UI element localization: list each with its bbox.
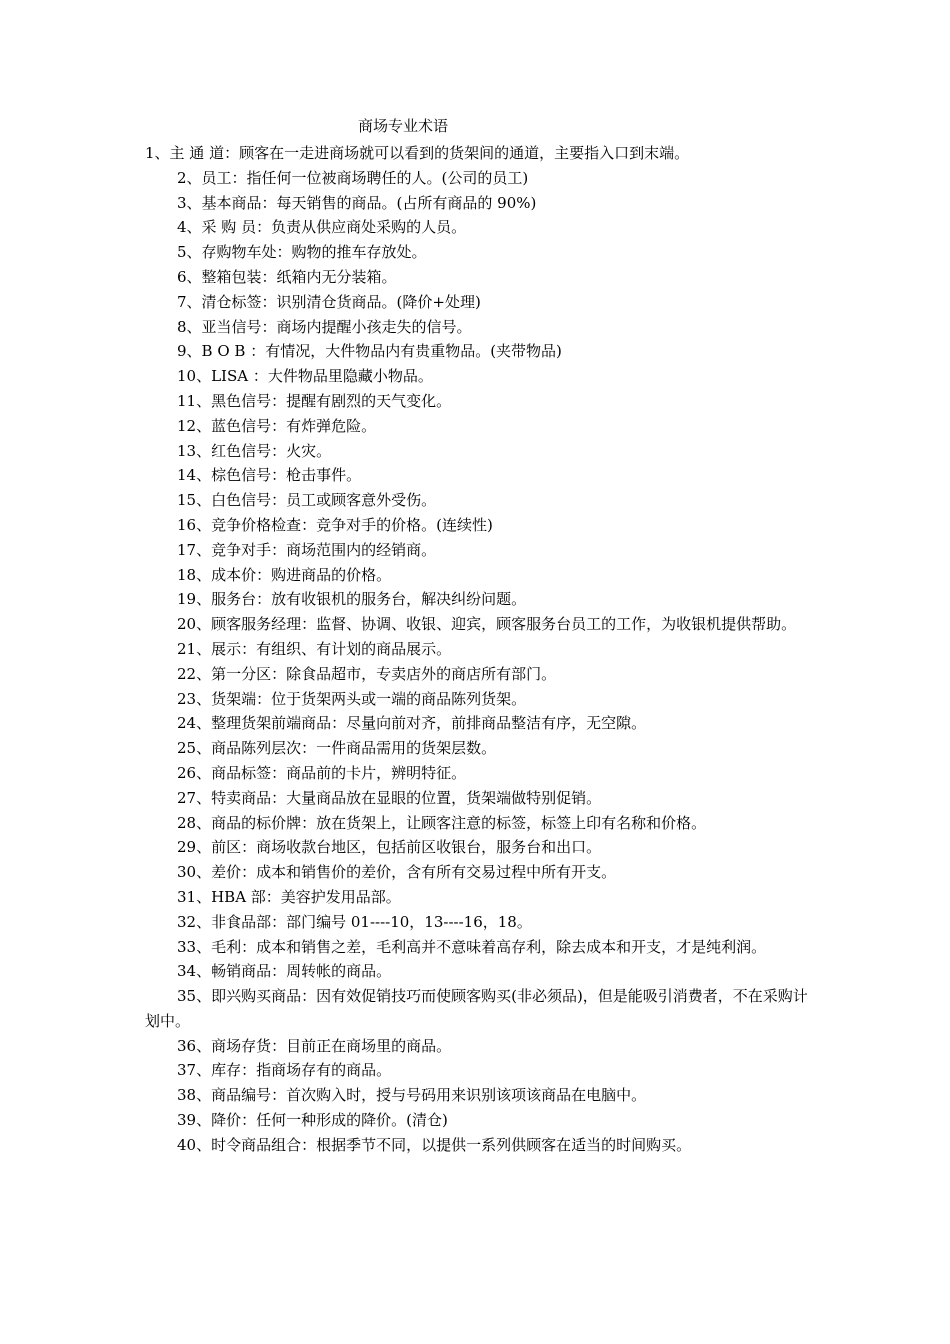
term-item: 21、展示：有组织、有计划的商品展示。 [177, 639, 452, 658]
term-item: 20、顾客服务经理：监督、协调、收银、迎宾，顾客服务台员工的工作，为收银机提供帮助。 [177, 615, 797, 634]
term-item: 30、差价：成本和销售价的差价，含有所有交易过程中所有开支。 [177, 863, 617, 882]
term-item: 27、特卖商品：大量商品放在显眼的位置，货架端做特别促销。 [177, 788, 602, 807]
term-item: 8、亚当信号：商场内提醒小孩走失的信号。 [177, 317, 472, 336]
term-item: 31、HBA 部：美容护发用品部。 [177, 887, 401, 906]
term-item: 12、蓝色信号：有炸弹危险。 [177, 416, 377, 435]
term-item: 6、整箱包装：纸箱内无分装箱。 [177, 267, 397, 286]
term-item: 29、前区：商场收款台地区，包括前区收银台，服务台和出口。 [177, 838, 602, 857]
term-item: 16、竞争价格检查：竞争对手的价格。(连续性) [177, 515, 493, 534]
document-title: 商场专业术语 [357, 117, 448, 135]
term-item: 33、毛利：成本和销售之差，毛利高并不意味着高存利，除去成本和开支，才是纯利润。 [177, 937, 767, 956]
term-item: 26、商品标签：商品前的卡片，辨明特征。 [177, 763, 467, 782]
term-item: 2、员工：指任何一位被商场聘任的人。(公司的员工) [177, 168, 529, 187]
term-item: 39、降价：任何一种形成的降价。(清仓) [177, 1111, 448, 1130]
term-item: 13、红色信号：火灾。 [177, 441, 332, 460]
term-item: 38、商品编号：首次购入时，授与号码用来识别该项该商品在电脑中。 [177, 1086, 647, 1105]
term-item: 5、存购物车处：购物的推车存放处。 [177, 243, 427, 262]
term-item: 9、B O B ：有情况，大件物品内有贵重物品。(夹带物品) [177, 342, 562, 361]
term-item: 17、竞争对手：商场范围内的经销商。 [177, 540, 437, 559]
term-item: 23、货架端：位于货架两头或一端的商品陈列货架。 [177, 689, 527, 708]
term-item: 40、时令商品组合：根据季节不同，以提供一系列供顾客在适当的时间购买。 [177, 1135, 692, 1154]
term-item: 10、LISA ：大件物品里隐藏小物品。 [177, 367, 433, 386]
term-item: 15、白色信号：员工或顾客意外受伤。 [177, 491, 437, 510]
term-item: 14、棕色信号：枪击事件。 [177, 466, 362, 485]
term-item: 3、基本商品：每天销售的商品。(占所有商品的 90%) [177, 193, 537, 212]
term-item: 24、整理货架前端商品：尽量向前对齐，前排商品整洁有序，无空隙。 [177, 714, 647, 733]
term-item: 28、商品的标价牌：放在货架上，让顾客注意的标签，标签上印有名称和价格。 [177, 813, 707, 832]
term-item: 22、第一分区：除食品超市，专卖店外的商店所有部门。 [177, 664, 557, 683]
term-item: 18、成本价：购进商品的价格。 [177, 565, 392, 584]
term-item: 1、主 通 道：顾客在一走进商场就可以看到的货架间的通道，主要指入口到末端。 [145, 144, 690, 162]
term-item: 25、商品陈列层次：一件商品需用的货架层数。 [177, 739, 497, 758]
term-item: 37、库存：指商场存有的商品。 [177, 1061, 392, 1080]
term-item: 34、畅销商品：周转帐的商品。 [177, 962, 392, 981]
term-item: 19、服务台：放有收银机的服务台，解决纠纷问题。 [177, 590, 527, 609]
term-item: 35、即兴购买商品：因有效促销技巧而使顾客购买(非必须品)，但是能吸引消费者，不在采购计划中。 [145, 987, 808, 1030]
term-item: 36、商场存货：目前正在商场里的商品。 [177, 1036, 452, 1055]
term-item: 7、清仓标签：识别清仓货商品。(降价+处理) [177, 292, 481, 311]
term-list [145, 141, 810, 1158]
term-item: 32、非食品部：部门编号 01----10，13----16，18。 [177, 912, 532, 931]
term-item: 11、黑色信号：提醒有剧烈的天气变化。 [177, 391, 452, 410]
term-item: 4、采 购 员：负责从供应商处采购的人员。 [177, 218, 467, 237]
